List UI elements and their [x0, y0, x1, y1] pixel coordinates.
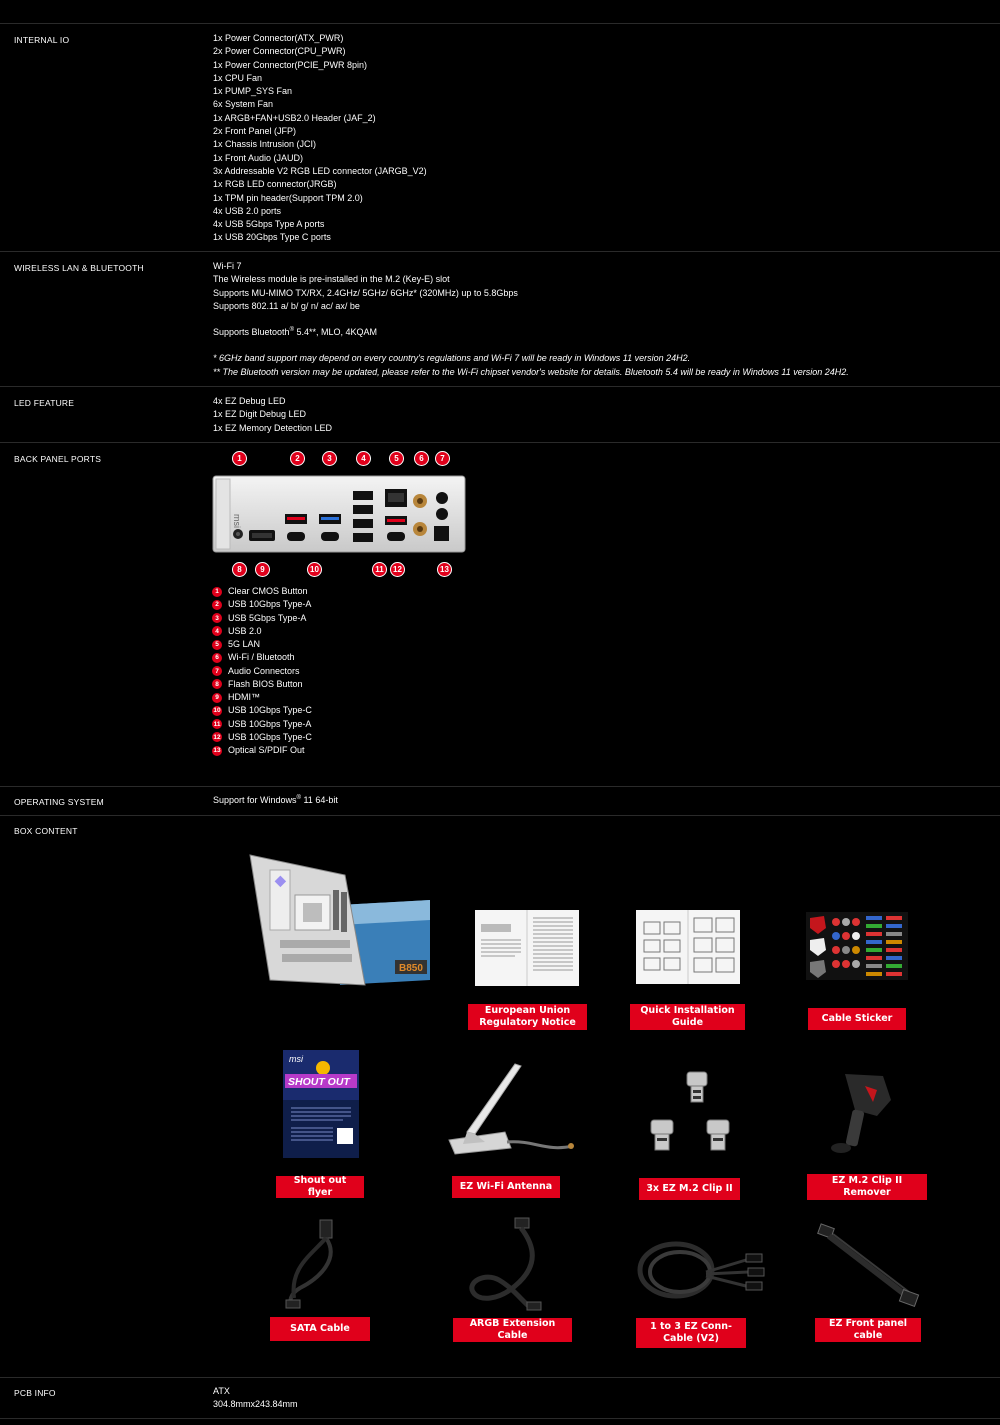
m2-clip-remover-label: EZ M.2 Clip II Remover [807, 1174, 927, 1200]
legend-row [212, 731, 312, 744]
port-badge: 4 [356, 451, 371, 466]
bluetooth-footnote: ** The Bluetooth version may be updated, please refer to the Wi-Fi chipset vendor's website for details. Bluetooth 5.4 will be ready in Windows 11 version 24H2. [213, 366, 849, 377]
internal-io-item: 2x Power Connector(CPU_PWR) [213, 46, 346, 57]
legend-row [212, 612, 312, 625]
legend-number: 9 [212, 693, 222, 703]
legend-text: Wi-Fi / Bluetooth [228, 652, 295, 663]
wireless-item: Wi-Fi 7 [213, 261, 242, 271]
legend-text: USB 10Gbps Type-C [228, 731, 312, 742]
legend-text: Flash BIOS Button [228, 678, 303, 689]
eu-notice-image [475, 910, 579, 986]
port-badge: 9 [255, 562, 270, 577]
internal-io-item: 3x Addressable V2 RGB LED connector (JARGB_V2) [213, 165, 427, 176]
internal-io-item: 1x Chassis Intrusion (JCI) [213, 139, 317, 150]
port-badge: 5 [389, 451, 404, 466]
legend-text: USB 10Gbps Type-A [228, 718, 312, 729]
port-badge: 10 [307, 562, 322, 577]
legend-row [212, 598, 312, 611]
section-label-back-panel: BACK PANEL PORTS [14, 454, 102, 464]
ez-conn-cable-label: 1 to 3 EZ Conn-Cable (V2) [636, 1318, 746, 1348]
wifi-footnote: * 6GHz band support may depend on every country's regulations and Wi-Fi 7 will be ready in Windows 11 version 24H2. [213, 353, 691, 364]
led-feature-item: 4x EZ Debug LED [213, 396, 286, 406]
port-badge: 11 [372, 562, 387, 577]
divider [0, 1377, 1000, 1378]
section-label-led-feature: LED FEATURE [14, 398, 75, 408]
shout-out-flyer-image [283, 1050, 359, 1158]
sata-cable-image [280, 1218, 355, 1310]
ez-conn-cable-image [636, 1232, 771, 1310]
port-legend [212, 585, 312, 757]
internal-io-item: 2x Front Panel (JFP) [213, 126, 297, 137]
sata-cable-label: SATA Cable [270, 1317, 370, 1341]
divider [0, 23, 1000, 24]
legend-row [212, 691, 312, 704]
legend-row [212, 625, 312, 638]
wireless-item: The Wireless module is pre-installed in the M.2 (Key-E) slot [213, 274, 450, 285]
front-panel-cable-image [815, 1222, 920, 1310]
internal-io-item: 1x PUMP_SYS Fan [213, 86, 293, 97]
internal-io-item: 1x ARGB+FAN+USB2.0 Header (JAF_2) [213, 112, 376, 123]
m2-clip-label: 3x EZ M.2 Clip II [639, 1178, 740, 1200]
port-badge: 6 [414, 451, 429, 466]
port-badge: 7 [435, 451, 450, 466]
legend-number: 7 [212, 666, 222, 676]
shout-out-flyer-label: Shout out flyer [276, 1176, 364, 1198]
pcb-info-list [213, 1385, 298, 1412]
port-badge: 13 [437, 562, 452, 577]
divider [0, 386, 1000, 387]
wifi-antenna-image [445, 1062, 575, 1156]
legend-number: 3 [212, 613, 222, 623]
legend-row [212, 585, 312, 598]
section-label-wireless: WIRELESS LAN & BLUETOOTH [14, 263, 144, 273]
legend-number: 13 [213, 747, 221, 754]
legend-text: USB 10Gbps Type-A [228, 599, 312, 610]
legend-text: USB 10Gbps Type-C [228, 705, 312, 716]
legend-row [212, 638, 312, 651]
wireless-item: Supports 802.11 a/ b/ g/ n/ ac/ ax/ be [213, 300, 360, 311]
motherboard-image [245, 850, 435, 990]
divider [0, 786, 1000, 787]
legend-number: 6 [212, 653, 222, 663]
section-label-internal-io: INTERNAL IO [14, 35, 70, 45]
legend-text: 5G LAN [228, 639, 261, 649]
bluetooth-line: Supports Bluetooth® 5.4**, MLO, 4KQAM [213, 327, 378, 338]
section-label-box-content: BOX CONTENT [14, 826, 78, 836]
legend-number: 2 [212, 600, 222, 610]
wireless-list [213, 260, 849, 379]
legend-text: Clear CMOS Button [228, 586, 308, 596]
quick-guide-image [636, 910, 740, 984]
legend-number: 5 [212, 640, 222, 650]
legend-number: 1 [212, 587, 222, 597]
msi-logo-text: msi [232, 514, 242, 528]
internal-io-item: 1x Front Audio (JAUD) [213, 152, 304, 163]
cable-sticker-image [806, 912, 908, 980]
legend-number: 12 [213, 733, 221, 741]
port-badge: 1 [232, 451, 247, 466]
internal-io-item: 1x RGB LED connector(JRGB) [213, 179, 337, 190]
wifi-antenna-label: EZ Wi-Fi Antenna [452, 1176, 560, 1198]
internal-io-item: 1x Power Connector(PCIE_PWR 8pin) [213, 59, 368, 70]
divider [0, 815, 1000, 816]
svg-text:◆: ◆ [275, 872, 286, 888]
m2-clip-remover-image [825, 1070, 895, 1156]
eu-notice-label: European Union Regulatory Notice [468, 1004, 587, 1030]
legend-row [212, 678, 312, 691]
divider [0, 251, 1000, 252]
legend-text: HDMI™ [228, 692, 260, 702]
io-shield-image [212, 474, 466, 554]
legend-number: 11 [213, 720, 221, 728]
legend-text: USB 5Gbps Type-A [228, 612, 307, 623]
section-label-os: OPERATING SYSTEM [14, 797, 104, 807]
port-badge: 8 [232, 562, 247, 577]
legend-row [212, 665, 312, 678]
front-panel-cable-label: EZ Front panel cable [815, 1318, 921, 1342]
legend-number: 10 [213, 707, 221, 715]
led-feature-list [213, 395, 332, 435]
argb-extension-label: ARGB Extension Cable [453, 1318, 572, 1342]
internal-io-item: 1x Power Connector(ATX_PWR) [213, 33, 344, 43]
legend-number: 4 [212, 626, 222, 636]
divider [0, 442, 1000, 443]
internal-io-item: 4x USB 2.0 ports [213, 205, 282, 216]
legend-row [212, 718, 312, 731]
port-badge: 2 [290, 451, 305, 466]
legend-number: 8 [212, 679, 222, 689]
legend-text: Audio Connectors [228, 665, 300, 676]
internal-io-list [213, 32, 427, 245]
led-feature-item: 1x EZ Memory Detection LED [213, 422, 333, 433]
wireless-item: Supports MU-MIMO TX/RX, 2.4GHz/ 5GHz/ 6GHz* (320MHz) up to 5.8Gbps [213, 287, 518, 298]
internal-io-item: 6x System Fan [213, 99, 274, 110]
internal-io-item: 1x CPU Fan [213, 72, 263, 83]
flyer-title-text: SHOUT OUT [288, 1076, 350, 1088]
internal-io-item: 4x USB 5Gbps Type A ports [213, 219, 325, 230]
legend-row [212, 651, 312, 664]
cable-sticker-label: Cable Sticker [808, 1008, 906, 1030]
pcb-info-item: ATX [213, 1386, 230, 1396]
divider [0, 1418, 1000, 1419]
legend-text: USB 2.0 [228, 625, 262, 636]
port-badge: 3 [322, 451, 337, 466]
quick-guide-label: Quick Installation Guide [630, 1004, 745, 1030]
port-badge: 12 [390, 562, 405, 577]
board-model-text: B850 [399, 963, 423, 974]
legend-row [212, 704, 312, 717]
internal-io-item: 1x TPM pin header(Support TPM 2.0) [213, 192, 363, 203]
led-feature-item: 1x EZ Digit Debug LED [213, 409, 307, 420]
flyer-brand-text: msi [289, 1054, 303, 1064]
internal-io-item: 1x USB 20Gbps Type C ports [213, 232, 331, 243]
os-value: Support for Windows® 11 64-bit [213, 795, 338, 805]
argb-extension-cable-image [465, 1216, 550, 1312]
section-label-pcb-info: PCB INFO [14, 1388, 56, 1398]
legend-row [212, 744, 312, 757]
legend-text: Optical S/PDIF Out [228, 745, 305, 755]
m2-clip-image [645, 1070, 745, 1160]
pcb-info-item: 304.8mmx243.84mm [213, 1399, 298, 1410]
